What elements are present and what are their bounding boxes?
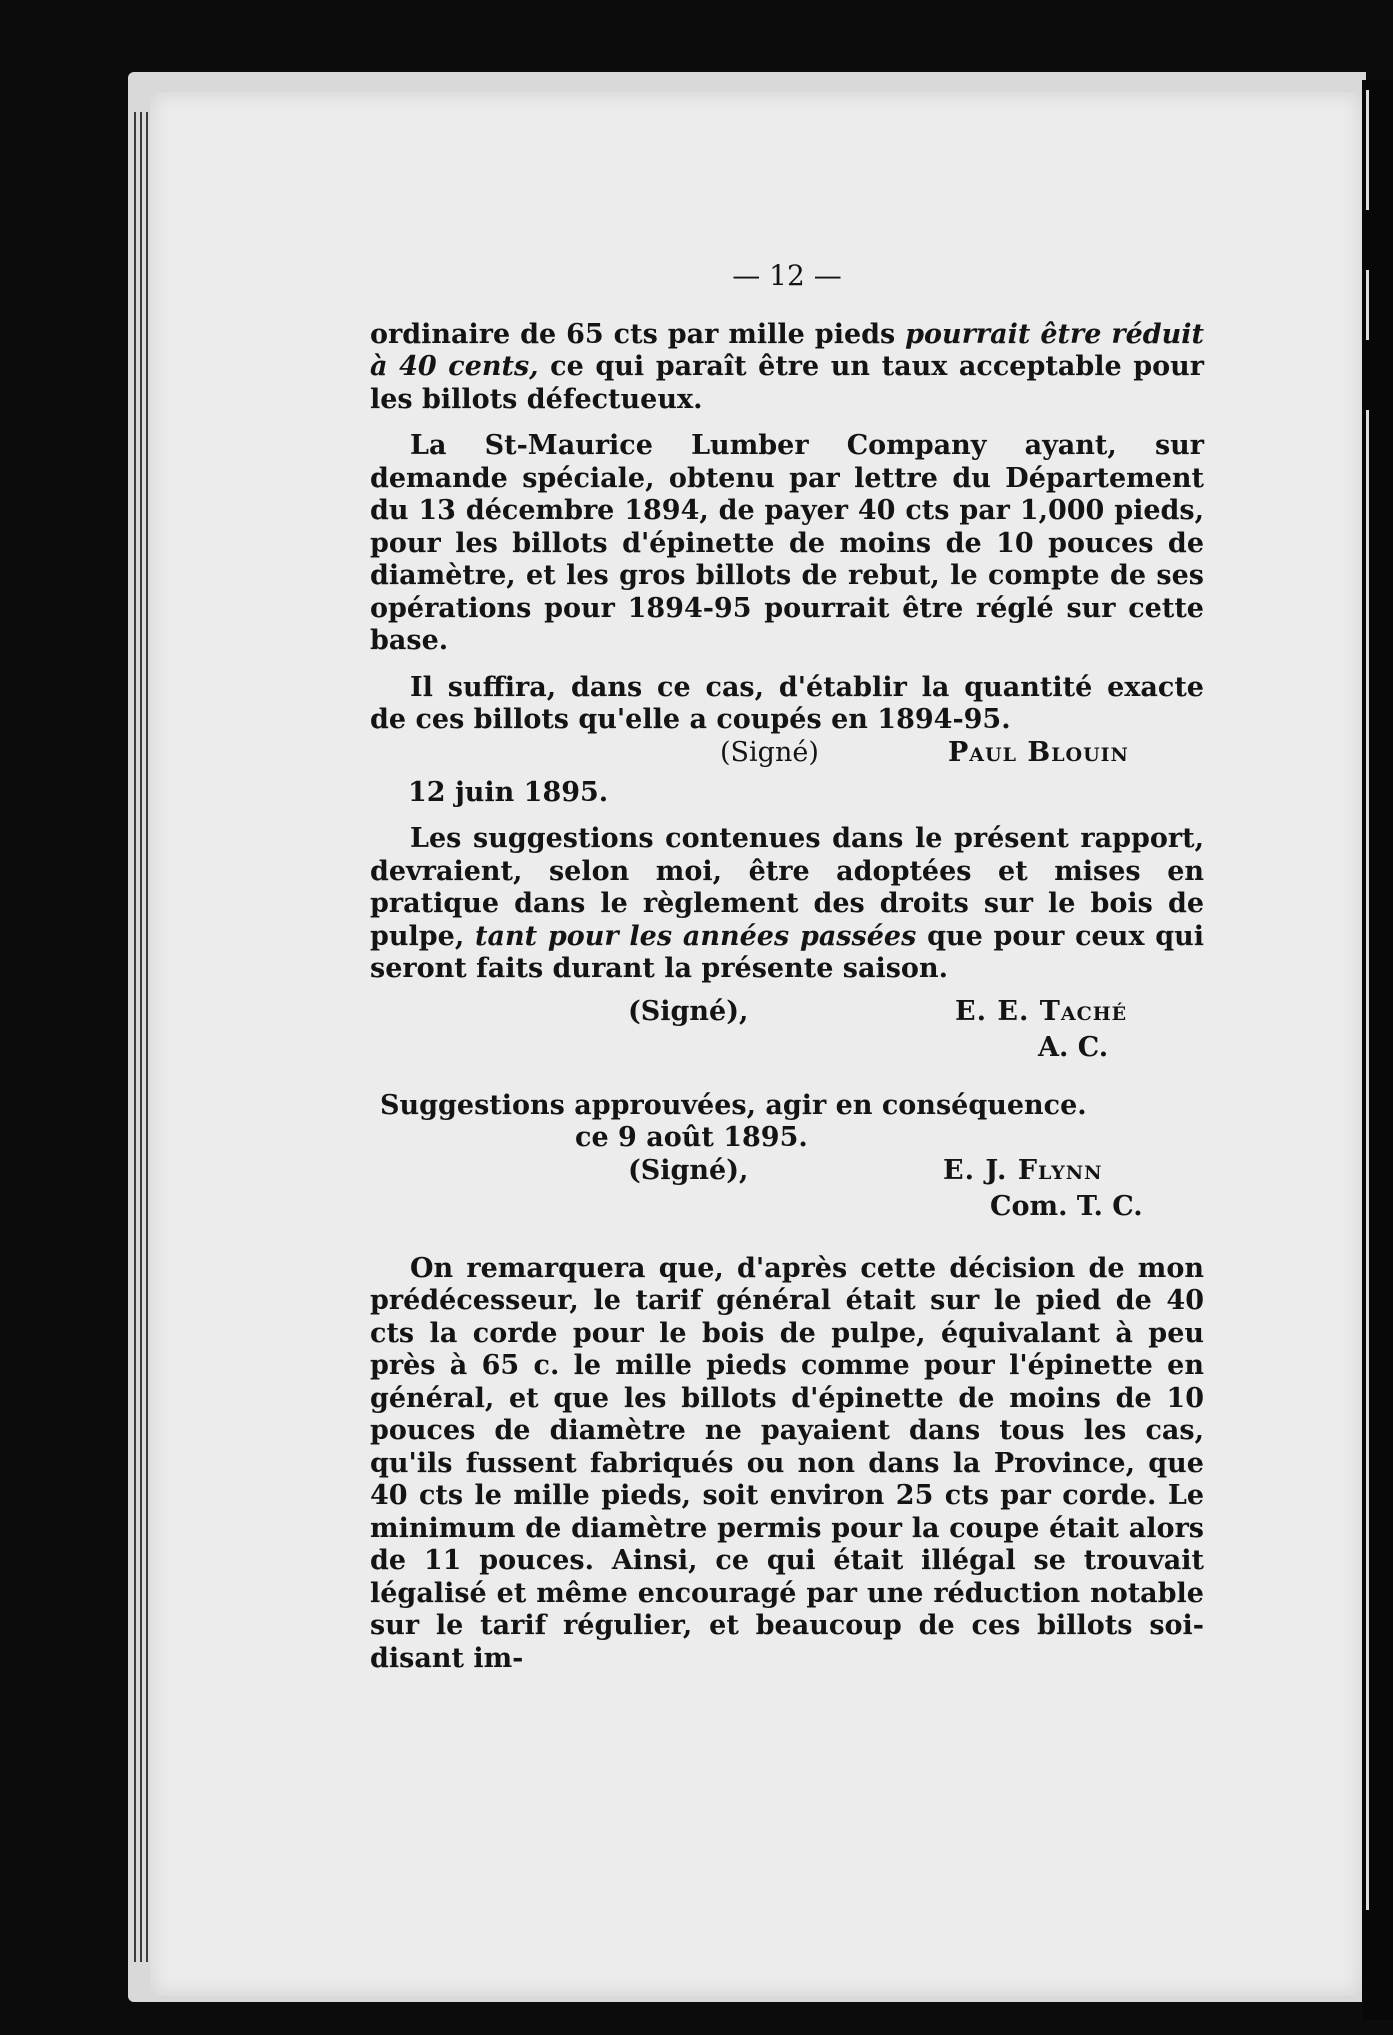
approval-note: Suggestions approuvées, agir en conséquence. [380, 1089, 1087, 1121]
signature-blouin [370, 737, 1204, 773]
signatory-title-row [370, 1191, 1204, 1227]
signed-label: (Signé) [720, 736, 819, 768]
signatory-title: A. C. [1038, 1031, 1109, 1063]
signatory-title: Com. T. C. [990, 1190, 1143, 1222]
p1-text-c: ce qui paraît être un taux acceptable pour les billots défectueux. [370, 351, 1204, 415]
signatory-name: E. J. Flynn [943, 1154, 1103, 1186]
letter-date: 12 juin 1895. [408, 776, 609, 808]
signed-label: (Signé), [628, 1154, 749, 1186]
paragraph-2: La St-Maurice Lumber Company ayant, sur demande spéciale, obtenu par lettre du Département du 13 décembre 1894, de payer 40 cts par 1,000 pieds, pour les billots d'épinette de moins de 10 pouces de diamètre, et les gros billots de rebut, le compte de ses opérations pour 1894-95 pourrait être réglé sur cette base. [370, 430, 1204, 656]
signature-tache [370, 996, 1204, 1032]
page-text [370, 260, 1204, 1675]
paragraph-4 [370, 823, 1204, 986]
p4-text-a: Les suggestions contenues dans le présent rapport, devraient, selon moi, être adoptées et mises en pratique dans le règlement des droits sur le bois de pulpe, [370, 823, 1204, 952]
signed-label: (Signé), [628, 995, 749, 1027]
paragraph-3: Il suffira, dans ce cas, d'établir la quantité exacte de ces billots qu'elle a coupés en 1894-95. [370, 671, 1204, 735]
signatory-title-row [370, 1032, 1204, 1068]
signatory-name: E. E. Taché [955, 995, 1128, 1027]
page-number: — 12 — [732, 259, 842, 292]
paragraph-1 [370, 319, 1204, 417]
p4-text-c: que pour ceux qui seront faits durant la présente saison. [370, 920, 1204, 984]
approval-date: ce 9 août 1895. [575, 1122, 808, 1153]
paragraph-5: On remarquera que, d'après cette décision de mon prédécesseur, le tarif général était sur le pied de 40 cts la corde pour le bois de pulpe, équivalant à peu près à 65 c. le mille pieds comme pour l'épinette en général, et que les billots d'épinette de moins de 10 pouces de diamètre ne payaient dans tous les cas, qu'ils fussent fabriqués ou non dans la Province, que 40 cts le mille pieds, soit environ 25 cts par corde. Le minimum de diamètre permis pour la coupe était alors de 11 pouces. Ainsi, ce qui était illégal se trouvait légalisé et même encouragé par une réduction notable sur le tarif régulier, et beaucoup de ces billots soi-disant im- [370, 1252, 1204, 1674]
binding-edge [1362, 80, 1393, 2020]
signatory-name: Paul Blouin [948, 736, 1129, 768]
signature-flynn [370, 1155, 1204, 1191]
p1-text-a: ordinaire de 65 cts par mille pieds [370, 318, 906, 350]
p4-italic: tant pour les années passées [475, 920, 917, 952]
p1-italic: pourrait être réduit à 40 cents, [370, 318, 1204, 382]
